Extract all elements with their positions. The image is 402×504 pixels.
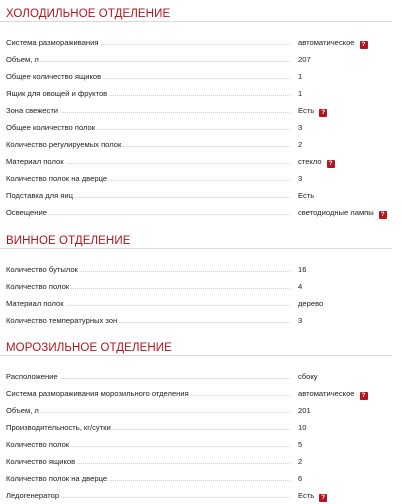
spec-row [0,34,402,51]
spec-value-cell [298,153,335,170]
section-title: ВИННОЕ ОТДЕЛЕНИЕ [0,233,392,249]
spec-label: Количество температурных зон [6,312,119,329]
spec-value-cell [298,136,302,153]
spec-value-cell [298,470,302,487]
spec-row [0,68,402,85]
spec-label: Зона свежести [6,102,60,119]
spec-row [0,136,402,153]
spec-row [0,187,402,204]
spec-value: 3 [298,316,303,325]
spec-label: Количество регулируемых полок [6,136,123,153]
spec-value: 6 [298,474,303,483]
spec-row [0,385,402,402]
spec-value: автоматическое [298,389,355,398]
spec-value-cell [298,278,302,295]
spec-row [0,153,402,170]
spec-value: сбоку [298,372,318,381]
spec-value: дерево [298,299,324,308]
help-icon[interactable]: ? [360,41,368,49]
spec-label: Объем, л [6,51,41,68]
dotted-leader [6,412,290,413]
spec-value: 4 [298,282,303,291]
spec-label: Объем, л [6,402,41,419]
help-icon[interactable]: ? [360,392,368,400]
spec-value: Есть [298,106,315,115]
spec-value: светодиодные лампы [298,208,374,217]
spec-label: Количество бутылок [6,261,80,278]
spec-value: 5 [298,440,303,449]
spec-value: 2 [298,140,303,149]
spec-value-cell [298,419,306,436]
section-wine [0,233,402,329]
spec-value-cell [298,436,302,453]
spec-label: Материал полок [6,295,66,312]
spec-label: Ледогенератор [6,487,61,504]
spec-row [0,312,402,329]
spec-label: Ящик для овощей и фруктов [6,85,109,102]
spec-value: 201 [298,406,311,415]
spec-row [0,278,402,295]
spec-value: Есть [298,491,315,500]
spec-row [0,453,402,470]
spec-value-cell [298,487,327,504]
spec-value-cell [298,85,302,102]
spec-value: 1 [298,89,303,98]
section-title: ХОЛОДИЛЬНОЕ ОТДЕЛЕНИЕ [0,6,392,22]
spec-value: 3 [298,123,303,132]
spec-row [0,170,402,187]
spec-value-cell [298,187,314,204]
help-icon[interactable]: ? [319,494,327,502]
spec-row [0,419,402,436]
spec-row [0,402,402,419]
spec-value-cell [298,204,387,221]
help-icon[interactable]: ? [327,160,335,168]
spec-value-cell [298,368,318,385]
spec-value: 10 [298,423,307,432]
spec-value: 16 [298,265,307,274]
spec-row [0,119,402,136]
spec-row [0,295,402,312]
spec-value-cell [298,453,302,470]
spec-label: Производительность, кг/сутки [6,419,113,436]
spec-value: 207 [298,55,311,64]
spec-label: Количество полок [6,436,71,453]
spec-value: 1 [298,72,303,81]
spec-value-cell [298,312,302,329]
spec-row [0,261,402,278]
help-icon[interactable]: ? [379,211,387,219]
spec-row [0,368,402,385]
spec-value-cell [298,119,302,136]
spec-row [0,204,402,221]
spec-label: Система размораживания [6,34,100,51]
section-fridge [0,6,402,221]
spec-list [0,34,402,221]
spec-row [0,85,402,102]
section-title: МОРОЗИЛЬНОЕ ОТДЕЛЕНИЕ [0,340,392,356]
spec-row [0,436,402,453]
spec-value: 3 [298,174,303,183]
spec-value-cell [298,102,327,119]
section-freezer [0,340,402,504]
spec-row [0,51,402,68]
spec-value-cell [298,68,302,85]
spec-value-cell [298,51,311,68]
spec-label: Подставка для яиц [6,187,75,204]
spec-value-cell [298,295,323,312]
spec-label: Количество полок на дверце [6,470,109,487]
spec-value: стекло [298,157,322,166]
spec-value: Есть [298,191,315,200]
spec-row [0,102,402,119]
spec-row [0,487,402,504]
spec-list [0,368,402,504]
spec-label: Освещение [6,204,49,221]
spec-label: Расположение [6,368,60,385]
spec-label: Материал полок [6,153,66,170]
spec-value-cell [298,34,368,51]
spec-value-cell [298,402,311,419]
help-icon[interactable]: ? [319,109,327,117]
spec-value-cell [298,385,368,402]
spec-value-cell [298,261,306,278]
spec-value-cell [298,170,302,187]
spec-row [0,470,402,487]
spec-value: 2 [298,457,303,466]
dotted-leader [6,61,290,62]
spec-value: автоматическое [298,38,355,47]
spec-label: Общее количество ящиков [6,68,103,85]
spec-label: Система размораживания морозильного отделения [6,385,191,402]
spec-label: Количество полок [6,278,71,295]
spec-list [0,261,402,329]
spec-label: Общее количество полок [6,119,97,136]
spec-label: Количество полок на дверце [6,170,109,187]
spec-label: Количество ящиков [6,453,77,470]
